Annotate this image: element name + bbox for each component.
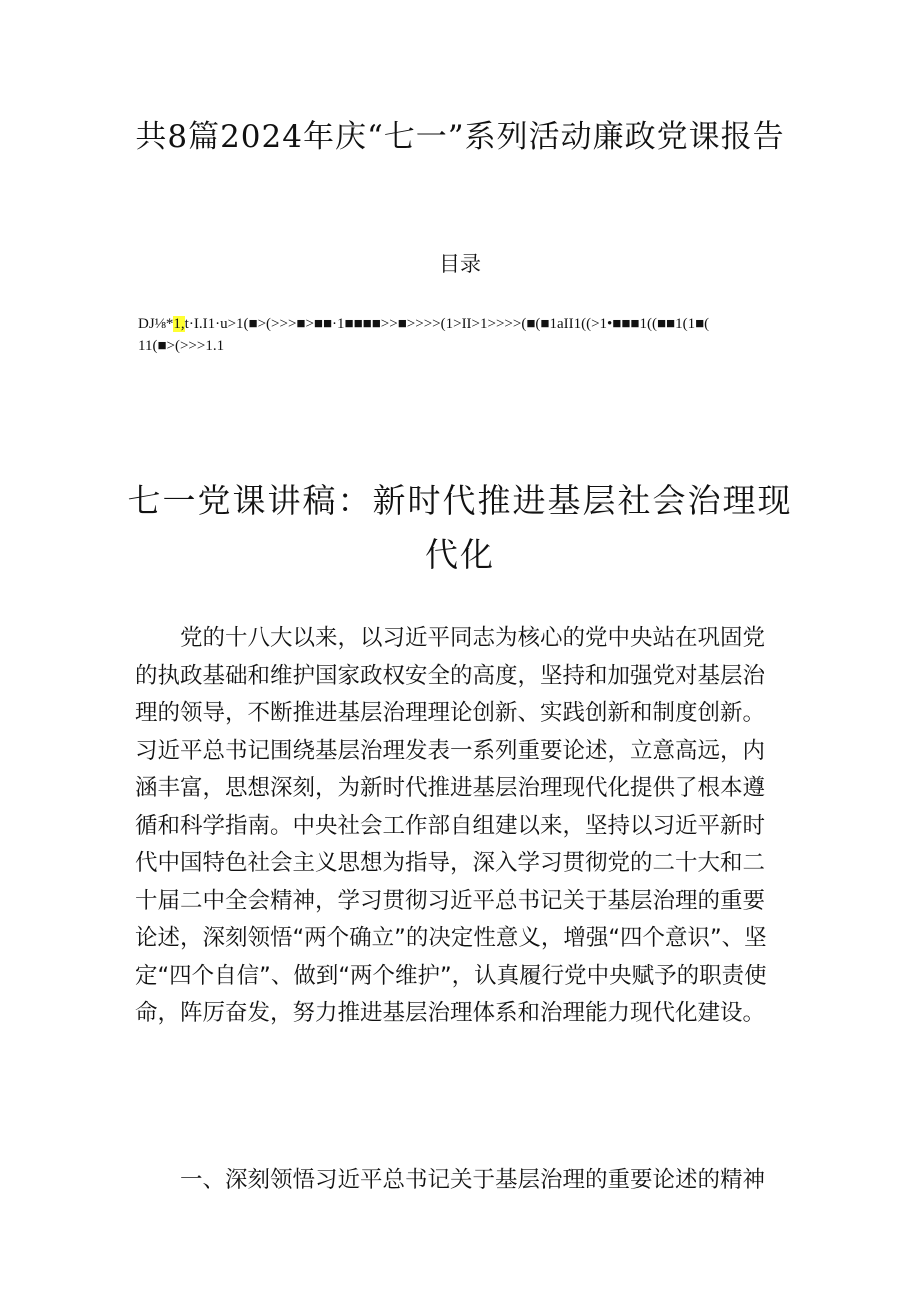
toc-fragment: t·I.I1·u>1(■>(>>>■>■■·1■■■■>>■>>>>(1>II>1>>>>(■(■1aII1((>1•■■■1((■■1(1■( — [184, 316, 710, 332]
toc-highlight: 1, — [173, 316, 185, 332]
body-paragraph: 党的十八大以来，以习近平同志为核心的党中央站在巩固党的执政基础和维护国家政权安全的高度，坚持和加强党对基层治理的领导，不断推进基层治理理论创新、实践创新和制度创新。习近平总书记围绕基层治理发表一系列重要论述，立意高远，内涵丰富，思想深刻，为新时代推进基层治理现代化提供了根本遵循和科学指南。中央社会工作部自组建以来，坚持以习近平新时代中国特色社会主义思想为指导，深入学习贯彻党的二十大和二十届二中全会精神，学习贯彻习近平总书记关于基层治理的重要论述，深刻领悟“两个确立”的决定性意义，增强“四个意识”、坚定“四个自信”、做到“两个维护”，认真履行党中央赋予的职责使命，阵厉奋发，努力推进基层治理体系和治理能力现代化建设。 — [135, 625, 767, 1026]
toc-fragment: DJ⅛* — [138, 316, 174, 332]
toc-fragment: 11(■>(>>>1.1 — [138, 338, 225, 354]
section-subheading: 一、深刻领悟习近平总书记关于基层治理的重要论述的精神 — [180, 1167, 766, 1193]
toc-entry-row-2[interactable] — [138, 314, 798, 334]
section-title: 七一党课讲稿：新时代推进基层社会治理现代化 — [127, 481, 793, 574]
toc-heading: 目录 — [439, 252, 481, 276]
document-title: 共8篇2024年庆“七一”系列活动廉政党课报告 — [135, 119, 785, 155]
toc-entry-row-3[interactable] — [138, 336, 798, 356]
